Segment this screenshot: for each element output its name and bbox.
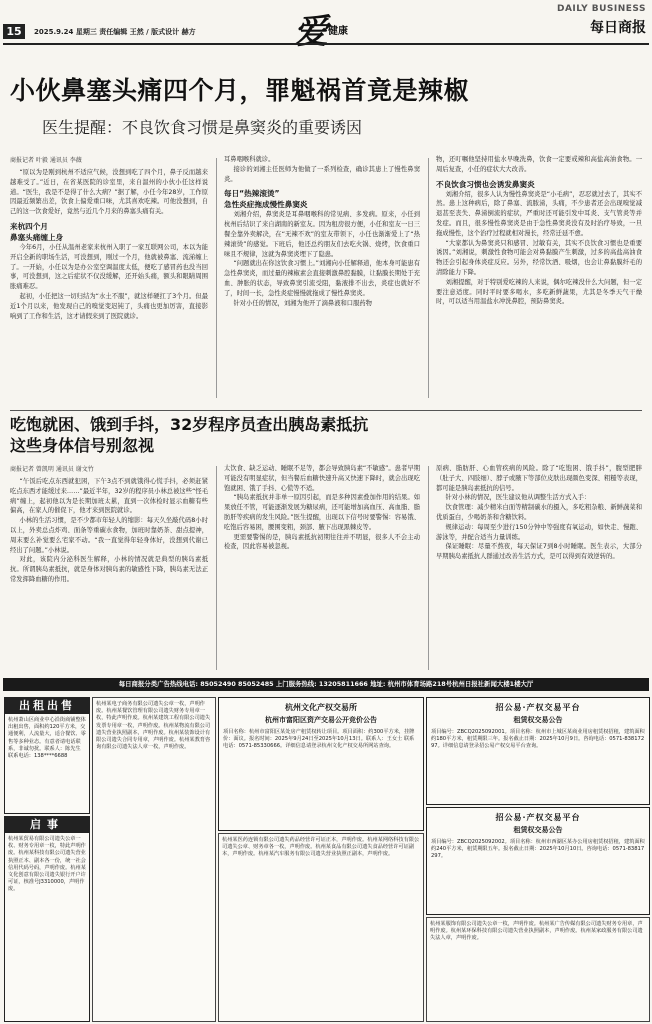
notice-text: 杭州某贸易有限公司遗失公章一枚、财务专用章一枚，特此声明作废。杭州某科技有限公司遗失营业执照正本、副本各一份，统一社会信用代码号码，声明作废。杭州某文化创意有限公司遗失银行开户许可证，核准号J3310000，声明作废。 <box>8 836 86 893</box>
article2-paragraph: 小林的生活习惯，是不少都市年轻人的缩影：每天久坐敲代码8小时以上，外卖总点炸鸡、面条等重碳水食物，加班时靠奶茶、甜点提神，周末要么补觉要么宅家不动。“我一直觉得年轻身体好，没想到代谢已经出了问题。”小林说。 <box>10 517 208 554</box>
article1-subhead: 鼻塞头痛缠上身 <box>10 232 64 242</box>
rental-sale-title: 出租出售 <box>5 698 89 714</box>
article1-paragraph: 刘湘提醒，对于特别爱吃辣的人来说，偶尔吃辣没什么大问题，但一定要注意适度。同时平时要多喝水，多吃新鲜蔬果，尤其是冬季天气干燥时，可以适当用温盐水冲洗鼻腔，预防鼻窦炎。 <box>436 278 642 306</box>
article1-byline: 商报记者 叶毅 通讯员 李薇 <box>10 157 82 164</box>
trade-notice-box-2 <box>426 807 650 915</box>
notices-column-left <box>92 697 216 1022</box>
article2-headline-line2: 这些身体信号别忽视 <box>10 436 155 455</box>
article1-subhead: 来杭四个月 <box>10 221 48 231</box>
column-divider <box>428 158 429 398</box>
rental-sale-box <box>4 697 90 814</box>
section-name: 健康 <box>328 26 348 37</box>
trade-notice-box-1 <box>426 697 650 805</box>
brand-cn: 每日商报 <box>590 20 646 36</box>
notice-title: 启事 <box>5 817 89 833</box>
exchange-title: 杭州文化产权交易所 <box>285 703 357 712</box>
article1-paragraph: “大家都认为鼻窦炎只和感冒、过敏有关，其实不良饮食习惯也是重要诱因。”刘湘说，刺激性食物可能会对鼻黏膜产生刺激，过多的高盐高油食物还会引起身体炎症反应。另外，经常饮酒、吸烟，也会让鼻黏膜纤毛的清除能力下降。 <box>436 239 642 276</box>
article1-column-1 <box>10 155 208 405</box>
article2-paragraph: 针对小林的情况，医生建议他从调整生活方式入手： <box>445 494 591 502</box>
article1-subhead: 不良饮食习惯也会诱发鼻窦炎 <box>436 179 535 189</box>
masthead-rule <box>3 43 649 45</box>
article1-paragraph: 接诊的刘湘主任医师为他做了一系列检查，确诊其患上了慢性鼻窦炎。 <box>224 165 420 183</box>
exchange-subtitle: 杭州市富阳区资产交易公开竞价公告 <box>265 716 377 724</box>
trade-notice-text-1: 项目编号：ZBCQ2025092001。项目名称：杭州市上城区某商业用房租赁权招租，建筑面积约180平方米，租赁期限三年。报名截止日期：2025年10月9日。咨询电话：0571-83817297。详细信息请登录招公易产权交易平台查询。 <box>431 729 645 750</box>
article1-column-2 <box>224 155 420 405</box>
column-divider <box>216 466 217 670</box>
article1-subhead: 急性炎症拖成慢性鼻窦炎 <box>224 200 308 210</box>
article1-paragraph: 刘湘介绍，很多人认为慢性鼻窦炎是“小毛病”，忍忍就过去了，其实不然。患上这种病后，除了鼻塞、流脓涕，头痛，不少患者还会出现嗅觉减退甚至丧失、鼻涕倒流的症状，严重时还可能引发中耳炎、支气管炎等并发症。而且，很多慢性鼻窦炎是由于急性鼻窦炎没有及时治疗导致，一旦拖成慢性，这个治疗过程就相对漫长，经常迁延不愈。 <box>436 190 642 237</box>
section-logo <box>294 4 374 52</box>
classifieds-banner: 每日商报分类广告热线电话: 85052490 85052485 上门服务热线: 13205811666 地址: 杭州市体育场路218号杭州日报社新闻大楼1楼大厅 <box>3 678 649 691</box>
article1-paragraph: 起初，小任把这一切归结为“水土不服”，就这样硬扛了3个月。但最近1个月以来，他发现自己的嗅觉变迟钝了，头痛也更加厉害，直接影响到了工作和生活，这才请假来到了医院就诊。 <box>10 292 208 320</box>
column-divider <box>428 466 429 670</box>
article2-paragraph: “午饭后吃点东西就犯困，下午3点不到就饿得心慌手抖，必须赶紧吃点东西才能缓过来……”最近半年，32岁的程序员小林总被这些“怪毛病”缠上，起初他以为是长期加班太累，直到一次体检时显示血糖有些偏高，在家人的催促下，他才来到医院就诊。 <box>10 478 208 515</box>
article1-paragraph: 针对小任的情况，刘湘为他开了滴鼻液和口服药物 <box>233 299 372 307</box>
article1-paragraph: 耳鼻咽喉科就诊。 <box>224 156 275 163</box>
article2-paragraph: 饮食管理：减少精米白面等精制碳水的摄入，多吃粗杂粮、新鲜蔬菜和优质蛋白，少喝奶茶和含糖饮料。 <box>436 504 642 521</box>
article2-paragraph: “胰岛素抵抗并非单一原因引起，而是多种因素叠加作用的结果。如果放任不管，可能逐渐发展为糖尿病，还可能增加高血压、高血脂、脂肪肝等疾病的发生风险。”医生提醒，出现以下信号时要警惕：容易饿、吃饱后容易困，腰围变粗，颈部、腋下出现黑棘皮等。 <box>224 494 420 531</box>
section-divider <box>10 410 642 411</box>
article2-paragraph: 更需要警惕的是，胰岛素抵抗初期往往并不明显，很多人不会主动检查，因此容易被忽视。 <box>224 533 420 551</box>
article2-column-2 <box>224 464 420 672</box>
brand-en: DAILY BUSINESS <box>556 4 646 14</box>
notices-left-text: 杭州某电子商务有限公司遗失公章一枚，声明作废。杭州某餐饮管理有限公司遗失财务专用章一枚，特此声明作废。杭州某建筑工程有限公司遗失发票专用章一枚，声明作废。杭州某物流有限公司遗失营业执照副本，声明作废。杭州某装饰设计有限公司遗失合同专用章，声明作废。杭州某教育咨询有限公司遗失法人章一枚，声明作废。 <box>96 701 211 751</box>
notices-column-mid <box>218 833 424 1022</box>
column-divider <box>216 158 217 398</box>
article2-paragraph: 原病、脂肪肝、心血管疾病的风险。除了“吃饱困、饿手抖”，腹型肥胖（肚子大、四肢细）、脖子或腋下等部位皮肤出现颜色变深、粗糙等表现，都可能是胰岛素抵抗的信号。 <box>436 465 642 492</box>
article2-byline: 商报记者 曾凯明 通讯员 谢文竹 <box>10 466 94 473</box>
article1-subheadline: 医生提醒：不良饮食习惯是鼻窦炎的重要诱因 <box>42 118 363 137</box>
exchange-box <box>218 697 424 831</box>
article2-paragraph: 对此，该院内分泌科医生解释，小林的情况就是典型的胰岛素抵抗。所谓胰岛素抵抗，就是身体对胰岛素的敏感性下降，胰岛素无法正常发挥降血糖的作用。 <box>10 556 208 583</box>
article1-headline: 小伙鼻塞头痛四个月，罪魁祸首竟是辣椒 <box>10 76 470 105</box>
article1-paragraph: 刘湘介绍，鼻窦炎是耳鼻咽喉科的常见病、多发病。原来，小任到杭州后结识了来自湖南的新室友。因为租房很方便，小任和室友一日三餐全靠外卖解决，在“无辣不欢”的室友带领下，小任也渐渐爱上了“热辣滚烫”的感觉。下班后，他还总约朋友们去吃火锅、烧烤，饮食重口味且不规律，这就为鼻窦炎埋下了隐患。 <box>224 211 420 258</box>
article2-column-3 <box>436 464 642 672</box>
trade-notice-subtitle-2: 租赁权交易公告 <box>513 826 563 834</box>
trade-notice-subtitle-1: 租赁权交易公告 <box>513 716 563 724</box>
trade-notice-title-2: 招公易·产权交易平台 <box>495 813 581 822</box>
article1-paragraph: “问题就出在你这饮食习惯上。”刘湘向小任解释道，他本身可能患有急性鼻窦炎，而过量的辣椒素会直接刺激鼻腔黏膜，让黏膜长期处于充血、肿胀的状态，导致鼻窦引流受阻，黏液排不出去，炎症也就好不了，时间一长，急性炎症慢慢就拖成了慢性鼻窦炎。 <box>224 260 420 297</box>
article2-paragraph: 保证睡眠：尽量不熬夜，每天保证7到8小时睡眠。医生表示，大部分早期胰岛素抵抗人群通过改善生活方式，是可以得到有效逆转的。 <box>436 543 642 561</box>
trade-notice-text-2: 项目编号：ZBCQ2025092002。项目名称：杭州市西湖区某办公用房租赁权招租，建筑面积约240平方米，租赁期限五年。报名截止日期：2025年10月10日。咨询电话：0571-83817297。 <box>431 839 645 860</box>
trade-notice-title-1: 招公易·产权交易平台 <box>495 703 581 712</box>
notices-mid-text: 杭州某医药连锁有限公司遗失药品经营许可证正本，声明作废。杭州某网络科技有限公司遗失公章、财务章各一枚，声明作废。杭州某食品有限公司遗失食品经营许可证副本，声明作废。杭州某汽车服务有限公司遗失营业执照正副本，声明作废。 <box>222 837 420 858</box>
article2-paragraph: 规律运动：每周至少进行150分钟中等强度有氧运动，如快走、慢跑、游泳等，并配合适当力量训练。 <box>436 523 642 541</box>
article1-paragraph: 物，还叮嘱他坚持用盐水早晚洗鼻，饮食一定要戒辣和高盐高油食物。一周后复查，小任的症状大大改善。 <box>436 156 642 173</box>
notice-box <box>4 816 90 1022</box>
article2-paragraph: 太饮食、缺乏运动、睡眠不足等，都会导致胰岛素“不敏感”。患者早期可能没有明显症状，但当餐后血糖快速升高又快速下降时，就会出现吃饱就困、饿了手抖、心慌等不适。 <box>224 465 420 492</box>
article1-subhead: 每日“热辣滚烫” <box>224 189 280 199</box>
exchange-text: 项目名称：杭州市富阳区某处房产租赁权转让项目。项目面积：约300平方米，挂牌价：面议。报名时间：2025年9月24日至2025年10月13日。联系人：王女士 联系电话：0571-85330666。详细信息请登录杭州文化产权交易所网站查询。 <box>223 729 415 750</box>
article1-paragraph: 今年6月，小任从温州老家来杭州入职了一家互联网公司，本以为能开启全新的职场生活，可没想到，刚过一个月，他就被鼻塞、流涕缠上了。一开始，小任以为是办公室空调温度太低，便吃了感冒药也没当回事，可没想到，这之后症状不仅没缓解，还开始头痛，额头和眼睛周围胀痛难忍。 <box>10 243 208 291</box>
rental-sale-text: 杭州萧山区商业中心沿街商铺整体出租出售，面积约120平方米，交通便利，人流量大，适合餐饮、零售等多种业态。有意者请电话联系，非诚勿扰。联系人：陈先生 联系电话：138****6688 <box>8 717 86 760</box>
article2-column-1 <box>10 464 208 672</box>
page-number-badge: 15 <box>3 24 25 39</box>
article1-column-3 <box>436 155 642 405</box>
date-line: 2025.9.24 星期三 责任编辑 王然 / 版式设计 赫方 <box>34 28 196 36</box>
notices-right-text: 杭州某服饰有限公司遗失公章一枚，声明作废。杭州某广告传媒有限公司遗失财务专用章，声明作废。杭州某环保科技有限公司遗失营业执照副本，声明作废。杭州某家政服务有限公司遗失法人章，声明作废。 <box>430 921 643 942</box>
article1-paragraph: “原以为是刚到杭州不适应气候，没想到吃了四个月，鼻子反而越来越难受了。”近日，在省某医院的诊室里，来自温州的小伙小任这样说道。“医生，我是不是得了什么大病？”据了解，小任今年28岁，工作原因最近频繁出差，饮食上偏爱重口味，尤其喜欢吃辣。可他没想到，自己的这一饮食爱好，竟然与近几个月来的鼻塞头痛有关。 <box>10 169 208 216</box>
notices-column-right <box>426 917 650 1022</box>
section-char: 爱 <box>294 12 328 52</box>
article2-headline-line1: 吃饱就困、饿到手抖，32岁程序员查出胰岛素抵抗 <box>10 415 369 434</box>
